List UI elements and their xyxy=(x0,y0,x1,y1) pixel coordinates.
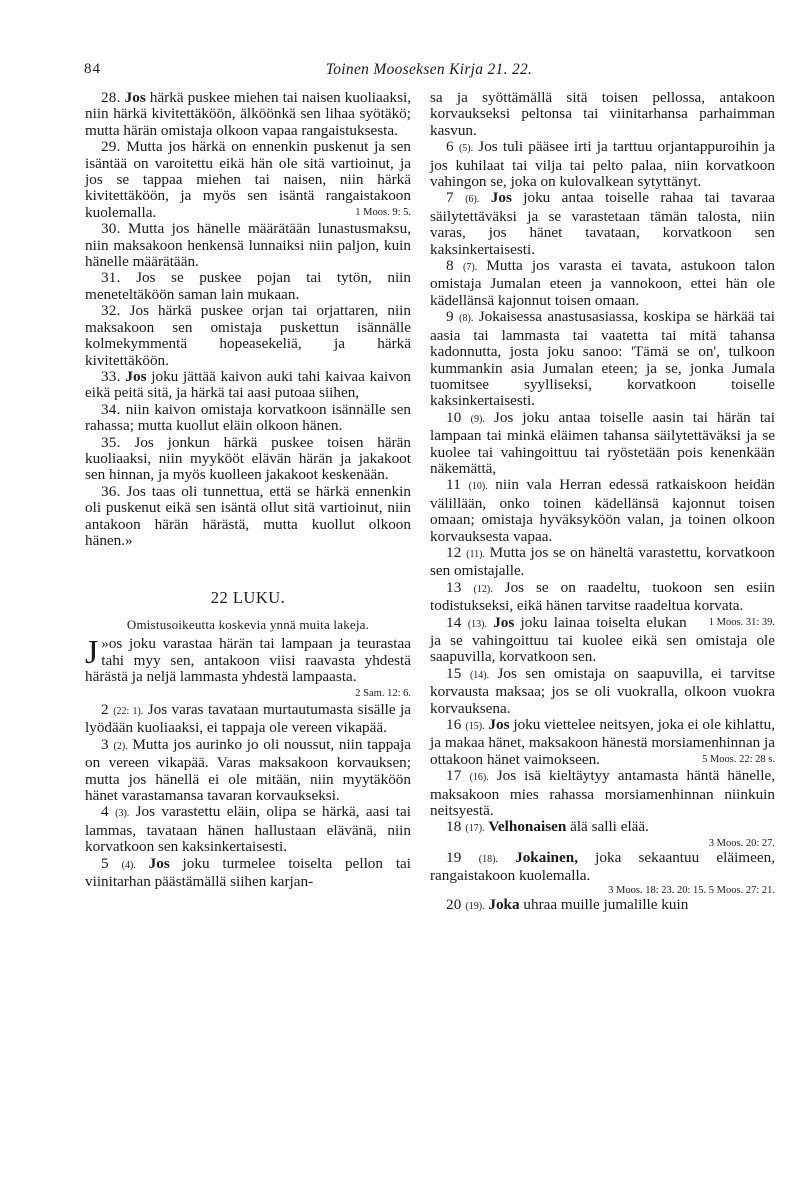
verse-31 xyxy=(85,270,411,303)
verse-number: 33. xyxy=(101,367,121,385)
verse-text: Mutta jos se on häneltä varastettu, korvatkoon sen omistajalle. xyxy=(430,543,776,580)
verse-number: 5 xyxy=(101,854,109,872)
verse-text: joku turmelee toiselta pellon tai viinitarhan päästämällä siihen karjan- xyxy=(85,854,411,891)
verse-9 xyxy=(430,309,775,409)
verse-5 xyxy=(85,856,411,891)
verse-subnumber: (2). xyxy=(113,740,128,752)
verse-lead-word: Jos xyxy=(493,613,515,631)
verse-text: Jos isä kieltäytyy antamasta häntä hänelle, maksakoon mies rahassa morsiamenhinnan niinkuin neitsyestä. xyxy=(430,767,776,820)
verse-28 xyxy=(85,90,411,139)
verse-number: 35. xyxy=(101,433,121,451)
verse-number: 10 xyxy=(446,408,462,426)
left-column xyxy=(85,90,411,890)
verse-number: 29. xyxy=(101,138,121,156)
verse-subnumber: (7). xyxy=(463,262,478,274)
verse-number: 31. xyxy=(101,269,121,287)
opening-quote: » xyxy=(101,635,109,653)
verse-34 xyxy=(85,402,411,435)
verse-7 xyxy=(430,190,775,258)
verse-subnumber: (4). xyxy=(121,859,136,871)
verse-text: uhraa muille jumalille kuin xyxy=(519,895,689,913)
drop-cap: J xyxy=(85,634,99,672)
verse-lead-word: Jos xyxy=(148,854,170,872)
verse-number: 36. xyxy=(101,482,121,500)
verse-lead-word: Velhonaisen xyxy=(488,818,567,836)
verse-5-continuation xyxy=(430,90,775,139)
verse-number: 6 xyxy=(446,138,454,156)
verse-subnumber: (22: 1). xyxy=(113,706,144,717)
verse-text: sa ja syöttämällä sitä toisen pellossa, antakoon korvaukseksi peltonsa tai viinitarhansa parhaimman kasvun. xyxy=(430,89,775,139)
verse-text: Jos sen omistaja on saapuvilla, ei tarvitse korvausta maksaa; jos se oli vuokralla, olkoon vuokra korvauksena. xyxy=(430,664,776,717)
verse-text: Jos jonkun härkä puskee toisen härän kuoliaaksi, niin myykööt elävän härän ja jakakoot sen hinnan, ja myös kuolleen jakakoot keskenään. xyxy=(85,433,411,484)
cross-reference: 1 Moos. 9: 5. xyxy=(355,206,411,218)
verse-subnumber: (3). xyxy=(115,808,130,820)
verse-20 xyxy=(430,897,775,915)
running-title: Toinen Mooseksen Kirja 21. 22. xyxy=(325,61,533,78)
verse-text: Jokaisessa anastusasiassa, koskipa se härkää tai aasia tai lammasta tai vaatetta tai mitä tahansa kadonnutta, josta joku sanoo: 'Tämä se on', tulkoon kummankin asia Jumalan eteen; ja se, jonka Jumala tuomitsee syylliseksi, korvatkoon toiselle kaksinkertaisesti. xyxy=(430,308,776,410)
page-header xyxy=(84,61,774,83)
verse-subnumber: (18). xyxy=(478,853,498,865)
verse-number: 34. xyxy=(101,400,121,418)
verse-number: 16 xyxy=(446,716,462,734)
verse-32 xyxy=(85,303,411,369)
verse-36 xyxy=(85,484,411,550)
verse-4 xyxy=(85,804,411,855)
verse-number: 8 xyxy=(446,257,454,275)
verse-text: älä salli elää. xyxy=(566,818,649,836)
right-column xyxy=(430,90,775,915)
verse-12 xyxy=(430,545,775,580)
verse-text: joku antaa toiselle rahaa tai tavaraa säilytettäväksi ja se varastetaan tämän talosta, niin varas, jos hänet tavataan, korvatkoon sen kaksinkertaisesti. xyxy=(430,189,775,258)
verse-number: 32. xyxy=(101,302,121,320)
verse-text: Mutta jos varasta ei tavata, astukoon talon omistaja Jumalan eteen ja vannokoon, ettei hän ole kädellänsä kajonnut toisen omaan. xyxy=(430,257,776,309)
verse-number: 2 xyxy=(101,701,109,718)
verse-10 xyxy=(430,410,775,478)
verse-number: 30. xyxy=(101,220,121,238)
verse-subnumber: (6). xyxy=(465,194,480,206)
verse-number: 11 xyxy=(446,476,462,494)
verse-text: Jos taas oli tunnettua, että se härkä ennenkin oli puskenut eikä sen isäntä ollut sitä vartioinut, niin antakoon härän härästä, mutta kuollut olkoon hänen.» xyxy=(85,482,411,549)
verse-lead-word: Joka xyxy=(488,895,520,913)
verse-number: 28. xyxy=(101,89,121,106)
verse-33 xyxy=(85,369,411,402)
verse-text: Mutta jos aurinko jo oli noussut, niin tappaja on vereen vikapää. Varas maksakoon korvauksen; mutta jos hänellä ei ole mitään, niin myytäköön hänet varastamansa tavaran korvaukseksi. xyxy=(85,735,412,805)
verse-text: Jos se on raadeltu, tuokoon sen esiin todistukseksi, eikä hänen tarvitse raadeltua korvata. xyxy=(430,578,776,615)
verse-subnumber: (15). xyxy=(465,721,485,733)
verse-text: Jos joku antaa toiselle aasin tai härän tai lampaan tai minkä eläimen tahansa säilytettäväksi ja se kuolee tai vahingoittuu tai ryöstetään pois kenenkään näkemättä, xyxy=(430,408,776,477)
verse-number: 7 xyxy=(446,189,454,207)
verse-6 xyxy=(430,139,775,190)
verse-subnumber: (10). xyxy=(468,481,488,493)
cross-reference: 3 Moos. 20: 27. xyxy=(708,837,775,849)
cross-reference: 3 Moos. 18: 23. 20: 15. 5 Moos. 27: 21. xyxy=(608,884,775,896)
verse-text: joku jättää kaivon auki tahi kaivaa kaivon eikä peitä sitä, ja härkä tai aasi putoaa siihen, xyxy=(85,367,412,402)
verse-16 xyxy=(430,717,775,768)
verse-number: 15 xyxy=(446,664,462,682)
verse-subnumber: (14). xyxy=(469,669,490,681)
verse-text: joku viettelee neitsyen, joka ei ole kihlattu, ja makaa hänet, maksakoon hänestä morsiamenhinnan ja ottakoon hänet vaimokseen. xyxy=(430,716,775,768)
verse-17 xyxy=(430,768,775,819)
verse-number: 14 xyxy=(446,613,462,631)
verse-subnumber: (19). xyxy=(465,900,485,912)
verse-15 xyxy=(430,666,775,717)
verse-text: Jos tuli pääsee irti ja tarttuu orjantappuroihin ja jos kuhilaat tai vilja tai pelto palaa, niin korvatkoon vahingon se, joka on kulovalkean sytyttänyt. xyxy=(430,138,775,191)
verse-text: Jos se puskee pojan tai tytön, niin meneteltäköön saman lain mukaan. xyxy=(85,269,411,303)
verse-2 xyxy=(85,702,411,737)
verse-29 xyxy=(85,139,411,221)
verse-text: niin kaivon omistaja korvatkoon isännälle sen rahassa; mutta kuollut eläin olkoon hänen. xyxy=(85,400,411,435)
verse-text: Mutta jos hänelle määrätään lunastusmaksu, niin maksakoon henkensä lunnaiksi niin paljon, kuin hänelle määrätään. xyxy=(85,220,411,271)
verse-text: härkä puskee miehen tai naisen kuoliaaksi, niin härkä kivitettäköön, älköönkä sen lihaa syötäkö; mutta härän omistaja olkoon vapaa rangaistuksesta. xyxy=(85,89,412,139)
verse-number: 19 xyxy=(446,848,462,866)
verse-subnumber: (9). xyxy=(470,413,485,425)
verse-lead-word: Jos xyxy=(124,89,146,106)
verse-18 xyxy=(430,819,775,837)
verse-19 xyxy=(430,850,775,885)
verse-subnumber: (12). xyxy=(473,583,493,595)
chapter-subtitle: Omistusoikeutta koskevia ynnä muita lakeja. xyxy=(126,617,370,633)
chapter-heading: 22 LUKU. xyxy=(210,588,286,608)
verse-number: 4 xyxy=(101,803,109,821)
verse-text: Jos varastettu eläin, olipa se härkä, aasi tai lammas, tavataan hänen hallustaan elävänä, niin korvatkoon sen kaksinkertaisesti. xyxy=(85,803,411,856)
verse-number: 9 xyxy=(446,308,454,326)
verse-subnumber: (5). xyxy=(458,143,474,155)
verse-subnumber: (8). xyxy=(459,313,474,325)
verse-number: 13 xyxy=(446,578,462,596)
verse-subnumber: (11). xyxy=(466,548,486,560)
verse-number: 3 xyxy=(101,735,109,753)
verse-text: joku lainaa toiselta elukan ja se vahingoittuu tai kuolee eikä sen omistaja ole saapuvilla, korvatkoon sen. xyxy=(430,613,775,666)
verse-lead-word: Jos xyxy=(125,367,147,385)
verse-lead-word: Jos xyxy=(490,189,512,207)
verse-11 xyxy=(430,477,775,545)
verse-subnumber: (13). xyxy=(467,618,487,630)
cross-reference: 1 Moos. 31: 39. xyxy=(708,616,775,628)
verse-text: niin vala Herran edessä ratkaiskoon heidän välillään, onko toinen kädellänsä kajonnut toisen omaan; omistaja hyväksyköön valan, ja toinen olkoon korvauksesta vapaa. xyxy=(430,476,776,545)
verse-35 xyxy=(85,435,411,484)
page-number: 84 xyxy=(84,61,101,77)
verse-text: Mutta jos härkä on ennenkin puskenut ja sen isäntää on varoitettu eikä hän ole sitä vartioinut, ja jos se tappaa miehen tai naisen, niin härkä kivitettäköön, ja myös sen isäntä rangaistakoon kuolemalla. xyxy=(85,138,411,221)
cross-reference: 5 Moos. 22: 28 s. xyxy=(702,753,775,765)
verse-1 xyxy=(85,634,411,699)
verse-text: Jos varas tavataan murtautumasta sisälle ja lyödään kuoliaaksi, ei tappaja ole vereen vikapää. xyxy=(85,701,411,737)
verse-30 xyxy=(85,221,411,270)
verse-subnumber: (17). xyxy=(465,823,485,835)
verse-text: Jos härkä puskee orjan tai orjattaren, niin maksakoon sen omistaja puskettun isännälle kolmekymmentä hopeasekeliä, ja härkä kivitettäköön. xyxy=(85,302,411,369)
verse-number: 20 xyxy=(446,895,462,913)
verse-text: joka sekaantuu eläimeen, rangaistakoon kuolemalla. xyxy=(430,848,775,885)
verse-number: 17 xyxy=(446,767,462,785)
cross-reference: 2 Sam. 12: 6. xyxy=(355,687,411,699)
verse-number: 18 xyxy=(446,818,462,836)
verse-3 xyxy=(85,737,411,805)
verse-subnumber: (16). xyxy=(469,772,489,784)
verse-8 xyxy=(430,258,775,309)
verse-number: 12 xyxy=(446,543,462,561)
verse-text: os joku varastaa härän tai lampaan ja teurastaa tahi myy sen, antakoon viisi raavasta yhdestä härästä ja neljä lammasta yhdestä lampaasta. xyxy=(85,635,411,686)
verse-lead-word: Jos xyxy=(488,716,510,734)
verse-lead-word: Jokainen, xyxy=(515,848,578,866)
